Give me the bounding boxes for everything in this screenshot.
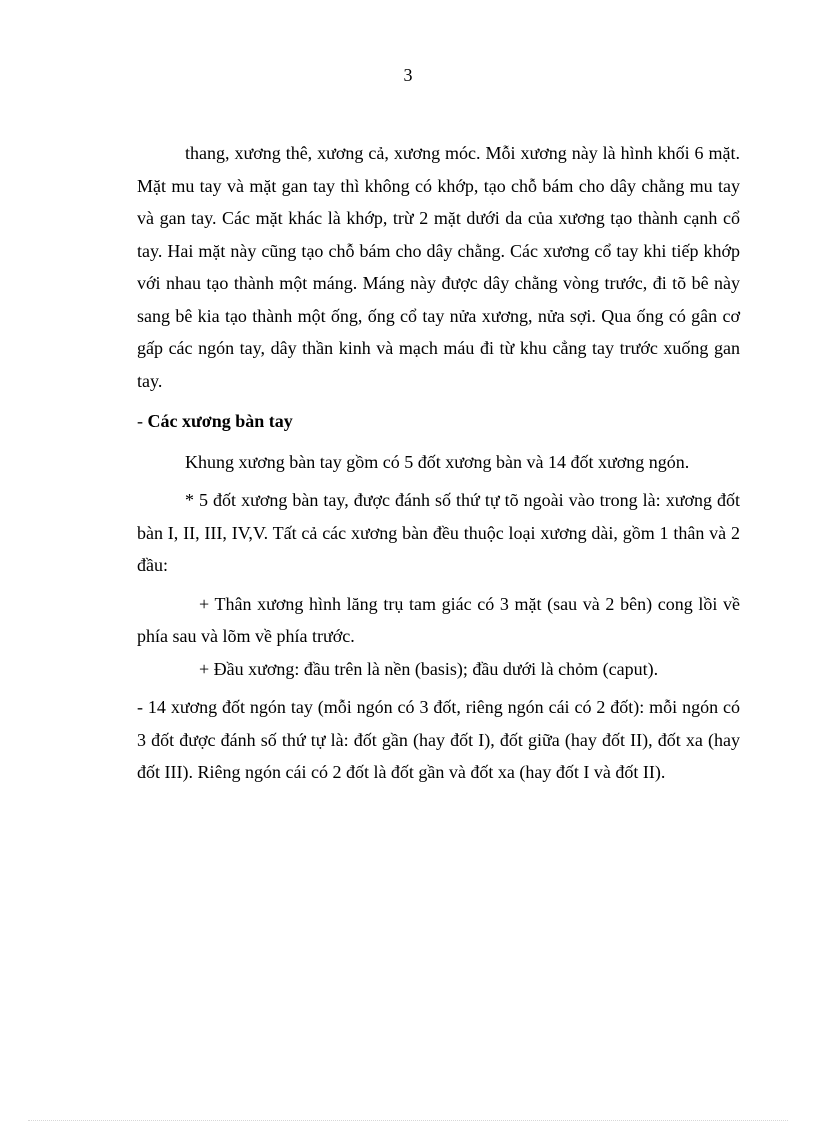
section-heading <box>137 405 740 438</box>
page-bottom-border <box>28 1120 788 1121</box>
page-number: 3 <box>403 65 413 85</box>
paragraph-metacarpals: * 5 đốt xương bàn tay, được đánh số thứ tự tõ ngoài vào trong là: xương đốt bàn I, II, III, IV,V. Tất cả các xương bàn đều thuộc loại xương dài, gồm 1 thân và 2 đầu: <box>137 490 740 575</box>
paragraph-carpal-bones: thang, xương thê, xương cả, xương móc. Mỗi xương này là hình khối 6 mặt. Mặt mu tay và mặt gan tay thì không có khớp, tạo chỗ bám cho dây chằng mu tay và gan tay. Các mặt khác là khớp, trừ 2 mặt dưới da của xương tạo thành cạnh cổ tay. Hai mặt này cũng tạo chỗ bám cho dây chằng. Các xương cổ tay khi tiếp khớp với nhau tạo thành một máng. Máng này được dây chằng vòng trước, đi tõ bê này sang bê kia tạo thành một ống, ống cổ tay nửa xương, nửa sợi. Qua ống có gân cơ gấp các ngón tay, dây thần kinh và mạch máu đi từ khu cẳng tay trước xuống gan tay. <box>137 143 740 391</box>
paragraph-shaft: + Thân xương hình lăng trụ tam giác có 3 mặt (sau và 2 bên) cong lồi về phía sau và lõm về phía trước. <box>137 593 740 646</box>
paragraph-phalanges: - 14 xương đốt ngón tay (mỗi ngón có 3 đốt, riêng ngón cái có 2 đốt): mỗi ngón có 3 đốt được đánh số thứ tự là: đốt gần (hay đốt I), đốt giữa (hay đốt II), đốt xa (hay đốt III). Riêng ngón cái có 2 đốt là đốt gần và đốt xa (hay đốt I và đốt II). <box>137 697 740 782</box>
document-body <box>137 137 740 789</box>
paragraph-ends: + Đầu xương: đầu trên là nền (basis); đầu dưới là chỏm (caput). <box>199 658 659 679</box>
heading-prefix: - <box>137 411 148 431</box>
paragraph-hand-skeleton: Khung xương bàn tay gồm có 5 đốt xương bàn và 14 đốt xương ngón. <box>185 451 690 472</box>
heading-text: Các xương bàn tay <box>147 411 293 431</box>
